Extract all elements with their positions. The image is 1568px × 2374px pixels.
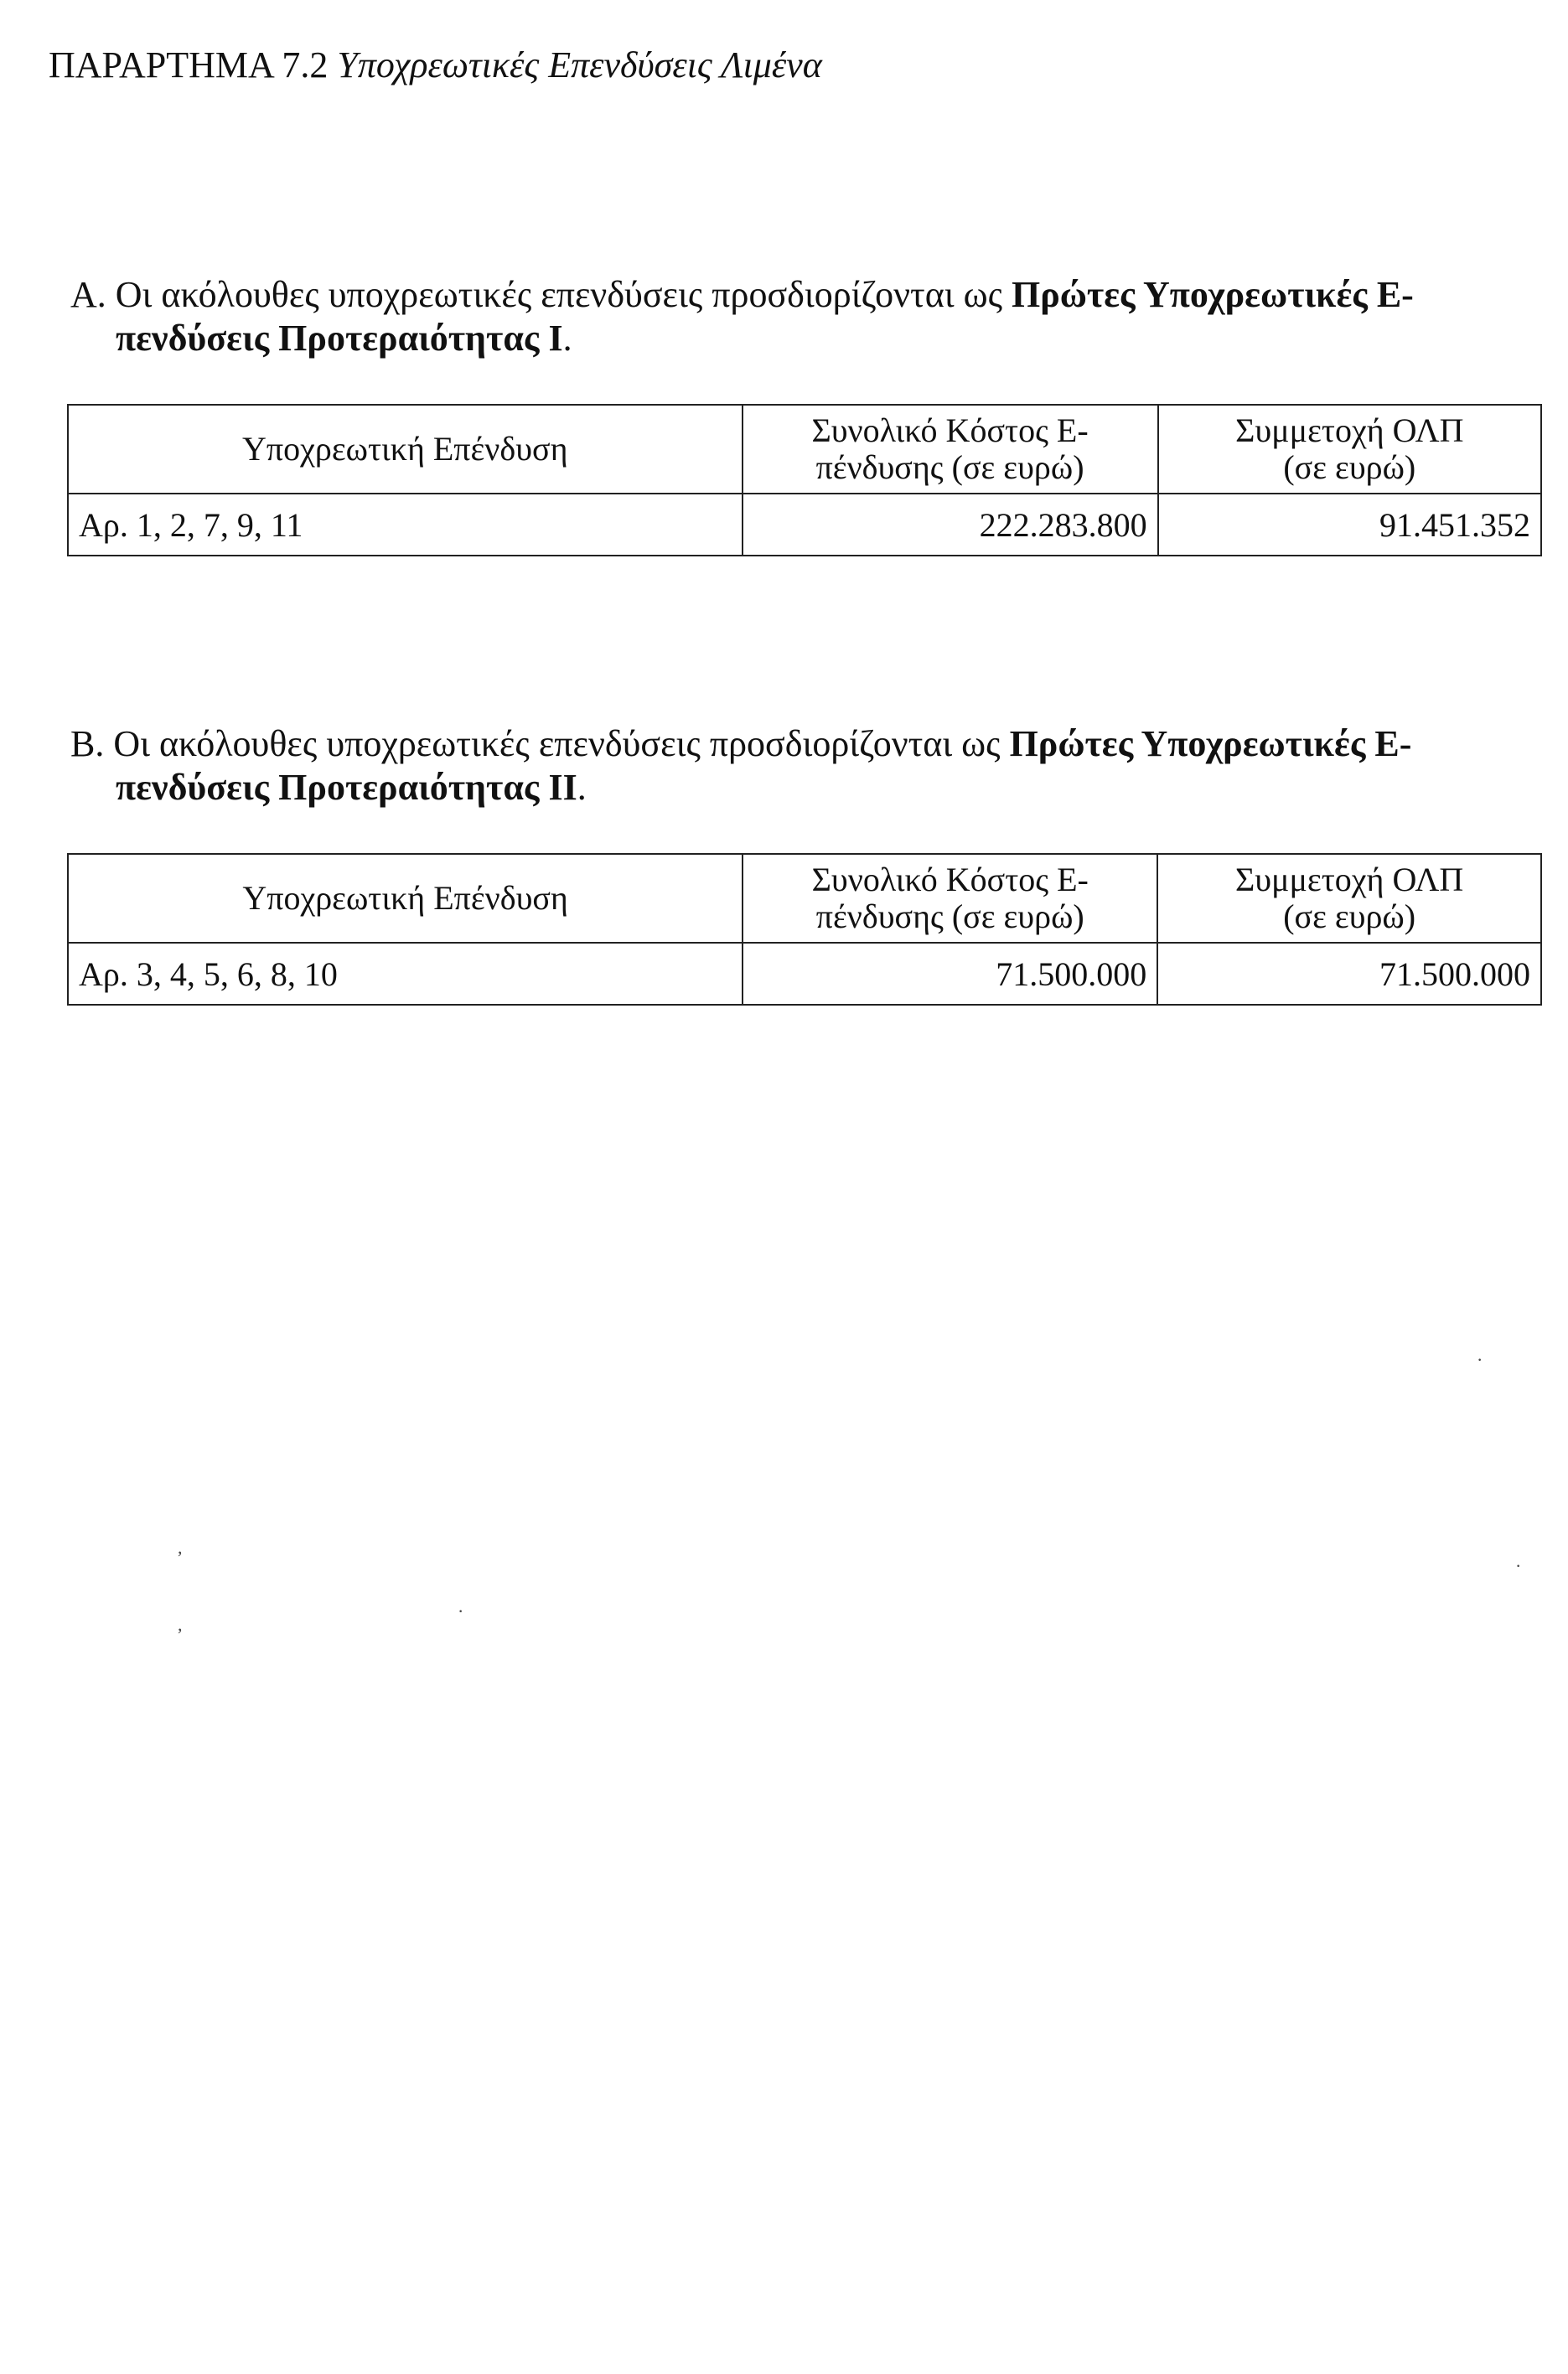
header-investment-label: Υποχρεωτική Επένδυση [242, 879, 568, 917]
header-olp-share-line-1: Συμμετοχή ΟΛΠ [1234, 861, 1464, 898]
header-total-cost [743, 405, 1158, 494]
header-total-cost-line-1: Συνολικό Κόστος Ε- [811, 861, 1089, 898]
cell-olp-share: 91.451.352 [1158, 494, 1541, 556]
page-title-prefix: ΠΑΡΑΡΤΗΜΑ 7.2 [49, 44, 338, 85]
header-olp-share [1157, 854, 1541, 943]
section-a-intro-text: Α. Οι ακόλουθες υποχρεωτικές επενδύσεις προσδιορίζονται ως [70, 274, 1012, 315]
section-b-line-2 [70, 766, 1529, 809]
section-b-line-1 [70, 722, 1529, 766]
header-investment [68, 405, 743, 494]
cell-total-cost: 222.283.800 [743, 494, 1158, 556]
scan-speck: , [178, 1537, 183, 1558]
cell-investment-ids: Αρ. 1, 2, 7, 9, 11 [68, 494, 743, 556]
section-a-line-1 [70, 273, 1529, 317]
scan-speck: · [1477, 1349, 1483, 1370]
section-a-period: . [562, 318, 572, 359]
investment-table-a [67, 404, 1542, 556]
scan-speck: , [178, 1614, 183, 1635]
header-total-cost-line-1: Συνολικό Κόστος Ε- [811, 411, 1089, 449]
header-olp-share [1158, 405, 1541, 494]
table-row [68, 943, 1541, 1005]
section-b-period: . [577, 767, 587, 808]
section-a-bold-heading: Πρώτες Υποχρεωτικές Ε- [1012, 274, 1414, 315]
scan-speck: · [1515, 1555, 1522, 1576]
header-total-cost-line-2: πένδυσης (σε ευρώ) [815, 448, 1084, 486]
header-investment [68, 854, 743, 943]
section-a-bold-heading-cont: πενδύσεις Προτεραιότητας Ι [116, 318, 563, 359]
cell-total-cost: 71.500.000 [743, 943, 1157, 1005]
scan-speck: · [458, 1601, 464, 1621]
section-b-bold-heading-cont: πενδύσεις Προτεραιότητας ΙΙ [116, 767, 577, 808]
table-row [68, 494, 1541, 556]
cell-olp-share: 71.500.000 [1157, 943, 1541, 1005]
header-olp-share-line-2: (σε ευρώ) [1283, 448, 1416, 486]
section-a-paragraph [70, 273, 1529, 360]
section-b-paragraph [70, 722, 1529, 809]
header-total-cost [743, 854, 1157, 943]
page-title [49, 44, 822, 86]
section-b-bold-heading: Πρώτες Υποχρεωτικές Ε- [1009, 723, 1412, 764]
section-b-intro-text: Β. Οι ακόλουθες υποχρεωτικές επενδύσεις προσδιορίζονται ως [70, 723, 1010, 764]
section-a-line-2 [70, 317, 1529, 360]
table-header-row [68, 854, 1541, 943]
header-total-cost-line-2: πένδυσης (σε ευρώ) [815, 897, 1084, 935]
header-investment-label: Υποχρεωτική Επένδυση [242, 430, 568, 468]
header-olp-share-line-2: (σε ευρώ) [1283, 897, 1416, 935]
cell-investment-ids: Αρ. 3, 4, 5, 6, 8, 10 [68, 943, 743, 1005]
investment-table-b [67, 853, 1542, 1006]
header-olp-share-line-1: Συμμετοχή ΟΛΠ [1235, 411, 1464, 449]
page-title-italic: Υποχρεωτικές Επενδύσεις Λιμένα [337, 44, 822, 85]
table-header-row [68, 405, 1541, 494]
